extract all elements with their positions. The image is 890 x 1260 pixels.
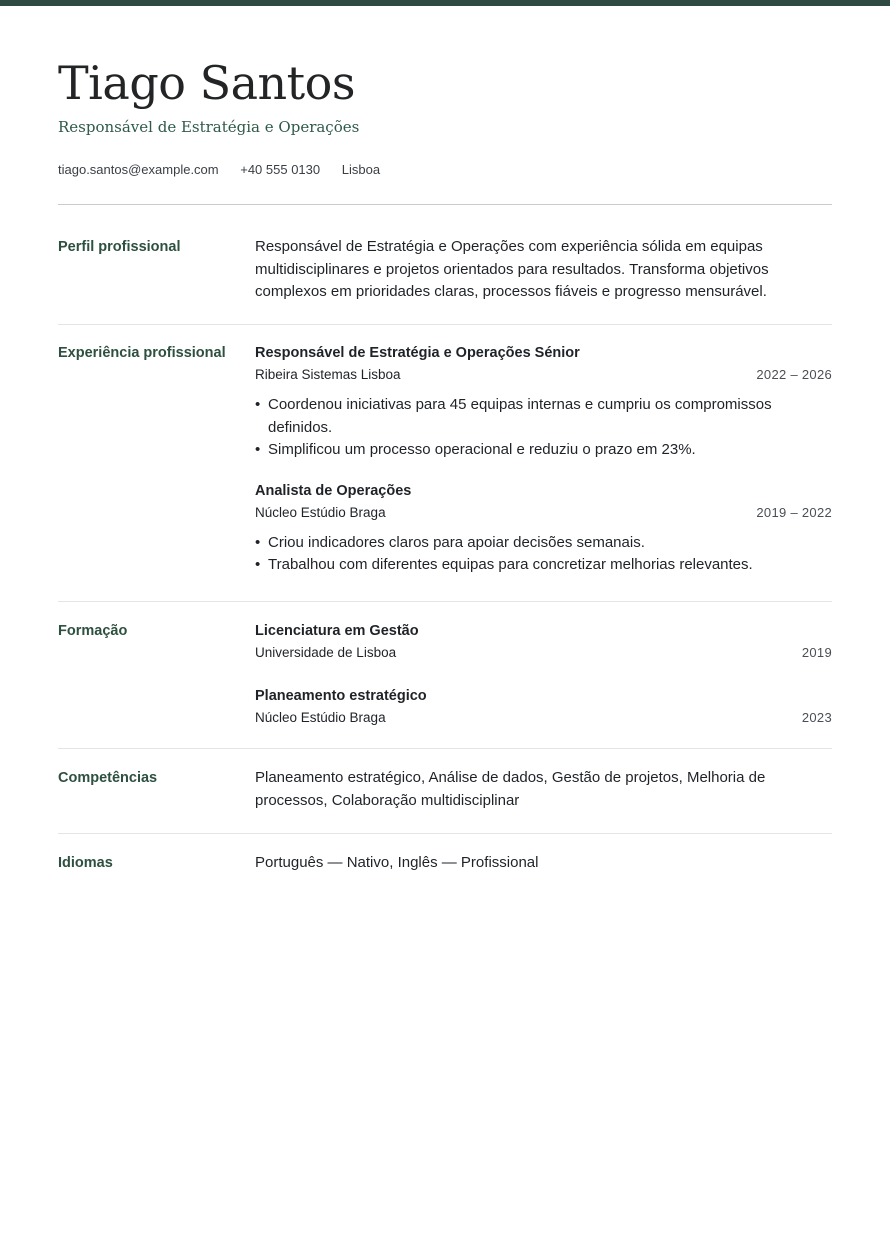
education-year: 2023 bbox=[801, 710, 832, 725]
education-institution-line bbox=[255, 707, 832, 729]
contact-line bbox=[58, 162, 398, 177]
section-divider bbox=[58, 748, 832, 749]
education-title: Licenciatura em Gestão bbox=[255, 623, 419, 639]
contact-email[interactable]: tiago.santos@example.com bbox=[58, 162, 219, 177]
skills-text: Planeamento estratégico, Análise de dados, Gestão de projetos, Melhoria de processos, Colaboração multidisciplinar bbox=[255, 769, 766, 809]
education-title: Planeamento estratégico bbox=[255, 688, 427, 704]
profile-text: Responsável de Estratégia e Operações com experiência sólida em equipas multidisciplinares e projetos orientados para resultados. Transforma objetivos complexos em prioridades claras, processos fiáveis e progresso mensurável. bbox=[255, 238, 769, 300]
job-bullets bbox=[255, 532, 832, 577]
section-label-languages: Idiomas bbox=[58, 855, 113, 871]
section-divider bbox=[58, 324, 832, 325]
candidate-title: Responsável de Estratégia e Operações bbox=[58, 118, 360, 136]
contact-location: Lisboa bbox=[341, 162, 381, 177]
section-label-skills: Competências bbox=[58, 770, 158, 786]
job-dates: 2019 – 2022 bbox=[756, 504, 832, 520]
job-company-line bbox=[255, 364, 832, 386]
job-company: Ribeira Sistemas Lisboa bbox=[255, 367, 401, 382]
section-divider bbox=[58, 833, 832, 834]
job-dates: 2022 – 2026 bbox=[756, 367, 832, 382]
job-bullet: • Simplificou um processo operacional e reduziu o prazo em 23%. bbox=[255, 439, 832, 462]
section-label-experience: Experiência profissional bbox=[58, 345, 226, 361]
contact-phone[interactable]: +40 555 0130 bbox=[240, 162, 321, 177]
education-entry bbox=[255, 685, 832, 729]
header-divider bbox=[58, 204, 832, 205]
job-entry bbox=[255, 342, 832, 462]
job-bullet: • Trabalhou com diferentes equipas para concretizar melhorias relevantes. bbox=[255, 554, 832, 577]
education-entry bbox=[255, 620, 832, 664]
education-institution: Núcleo Estúdio Braga bbox=[255, 710, 386, 725]
section-label-education: Formação bbox=[58, 623, 128, 639]
job-title: Analista de Operações bbox=[255, 482, 412, 499]
job-entry bbox=[255, 480, 832, 577]
education-year: 2019 bbox=[801, 645, 832, 660]
job-bullets bbox=[255, 394, 832, 462]
experience-list bbox=[255, 342, 832, 577]
job-bullet: • Criou indicadores claros para apoiar decisões semanais. bbox=[255, 532, 832, 555]
section-label-profile: Perfil profissional bbox=[58, 239, 181, 255]
education-list bbox=[255, 620, 832, 729]
job-bullet: • Coordenou iniciativas para 45 equipas internas e cumpriu os compromissos definidos. bbox=[255, 394, 832, 439]
education-institution: Universidade de Lisboa bbox=[255, 645, 397, 660]
job-title: Responsável de Estratégia e Operações Sénior bbox=[255, 345, 580, 361]
job-company-line bbox=[255, 502, 832, 524]
section-divider bbox=[58, 601, 832, 602]
languages-text: Português — Nativo, Inglês — Profissional bbox=[255, 854, 539, 871]
candidate-name: Tiago Santos bbox=[58, 56, 355, 110]
education-institution-line bbox=[255, 642, 832, 664]
job-company: Núcleo Estúdio Braga bbox=[255, 504, 386, 520]
top-accent-bar bbox=[0, 0, 890, 6]
